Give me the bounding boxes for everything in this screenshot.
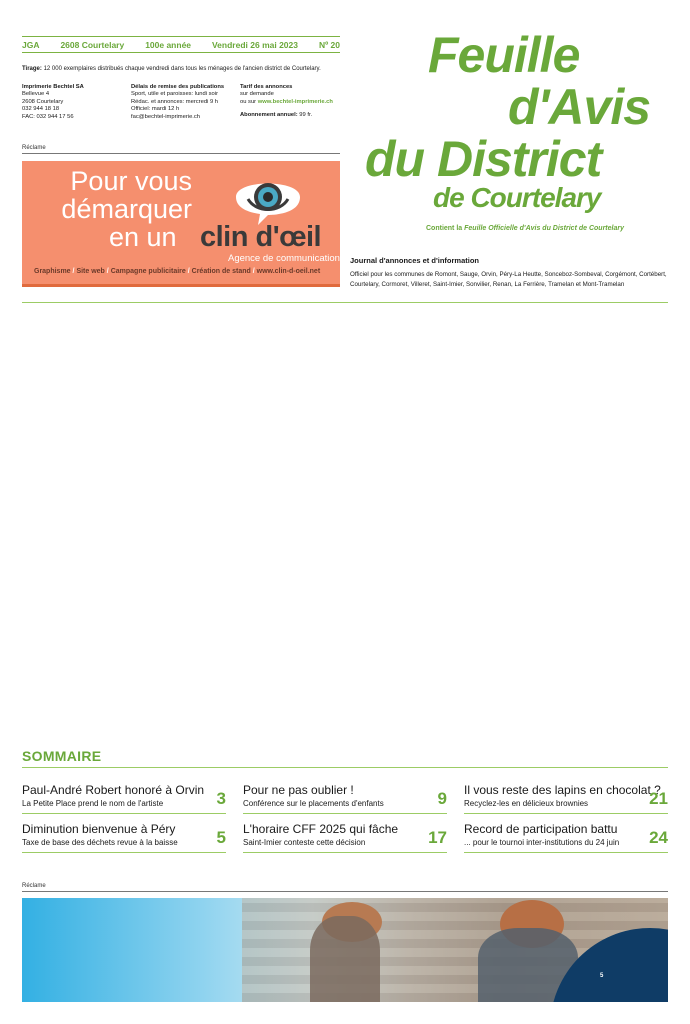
ad-line2: démarquer	[61, 194, 192, 224]
contains-title: Feuille Officielle d'Avis du District de Courtelary	[464, 225, 624, 232]
service-item: Site web	[76, 268, 105, 275]
contains-line	[426, 225, 624, 232]
publisher-info	[22, 84, 84, 121]
masthead-word-district: du District	[365, 131, 602, 187]
sommaire-title: SOMMAIRE	[22, 748, 102, 764]
entry-title: Paul-André Robert honoré à Orvin	[22, 783, 205, 797]
publisher-city: 2608 Courtelary	[22, 98, 64, 105]
header-divider	[22, 302, 668, 303]
subscription-label: Abonnement annuel:	[240, 112, 298, 119]
journal-subtitle: Journal d'annonces et d'information	[350, 256, 479, 265]
ad-bottom-photo[interactable]	[22, 898, 668, 1002]
subscription-value: 99 fr.	[299, 112, 313, 119]
entry-title: Diminution bienvenue à Péry	[22, 822, 176, 836]
contains-prefix: Contient la	[426, 225, 463, 232]
separator: /	[187, 268, 190, 275]
entry-title: Pour ne pas oublier !	[243, 783, 354, 797]
reclame-label-bottom: Réclame	[22, 883, 46, 889]
deadlines-email[interactable]: fac@bechtel-imprimerie.ch	[131, 113, 201, 120]
publisher-phone: 032 944 18 18	[22, 106, 60, 113]
entry-subtitle: Recyclez-les en délicieux brownies	[464, 799, 589, 808]
sommaire-entry[interactable]	[464, 819, 668, 853]
deadline-redac: Rédac. et annonces: mercredi 9 h	[131, 98, 219, 105]
ad-tagline: Agence de communication	[228, 253, 340, 264]
ad-line1: Pour vous	[70, 166, 192, 196]
entry-subtitle: Conférence sur le placements d'enfants	[243, 799, 384, 808]
service-item: Campagne publicitaire	[110, 268, 186, 275]
sommaire-entry[interactable]	[22, 819, 226, 853]
ad-bottom-bar	[22, 284, 340, 287]
tarif-line2	[240, 99, 333, 106]
ad-brand: clin d'œil	[200, 221, 322, 253]
entry-page: 17	[428, 828, 447, 847]
deadlines-info	[131, 84, 224, 121]
separator: /	[252, 268, 255, 275]
deadline-sport: Sport, utile et paroisses: lundi soir	[131, 91, 218, 98]
entry-page: 5	[216, 828, 226, 847]
entry-title: L'horaire CFF 2025 qui fâche	[243, 822, 399, 836]
publisher-street: Bellevue 4	[22, 91, 50, 98]
person-figure	[310, 916, 380, 1002]
tarif-line2-prefix: ou sur	[240, 98, 257, 105]
ad-clin-doeil[interactable]	[22, 161, 340, 287]
ad-services	[34, 268, 320, 275]
entry-subtitle: Taxe de base des déchets revue à la baisse	[22, 838, 178, 847]
ad-bottom-label: 5	[600, 973, 604, 979]
issue-number: Nº 20	[318, 39, 340, 50]
separator: /	[72, 268, 75, 275]
publisher-name: Imprimerie Bechtel SA	[22, 84, 84, 90]
printer-website-link[interactable]: www.bechtel-imprimerie.ch	[257, 98, 333, 105]
newspaper-abbr: JGA	[22, 39, 40, 50]
entry-subtitle: La Petite Place prend le nom de l'artiste	[22, 799, 164, 808]
masthead-word-feuille: Feuille	[428, 27, 580, 83]
sommaire-divider	[22, 767, 668, 768]
entry-page: 24	[649, 828, 668, 847]
ad-line3: en un	[109, 222, 177, 252]
entry-title: Il vous reste des lapins en chocolat ?	[464, 783, 661, 797]
tirage-label: Tirage:	[22, 66, 42, 72]
separator: /	[106, 268, 109, 275]
entry-title: Record de participation battu	[464, 822, 618, 836]
reclame-label-top: Réclame	[22, 145, 46, 151]
entry-page: 9	[437, 789, 447, 808]
masthead-word-courtelary: de Courtelary	[433, 182, 601, 213]
masthead-word-davis: d'Avis	[508, 79, 651, 135]
year: 100e année	[145, 39, 192, 50]
entry-subtitle: Saint-Imier conteste cette décision	[243, 838, 366, 847]
divider	[22, 153, 340, 154]
entry-page: 3	[216, 789, 226, 808]
service-item: Graphisme	[34, 268, 71, 275]
sommaire-entry[interactable]	[22, 780, 226, 814]
eye-speech-bubble-icon	[228, 173, 308, 225]
entry-page: 21	[649, 789, 668, 808]
sommaire-entry[interactable]	[243, 819, 447, 853]
deadline-officiel: Officiel: mardi 12 h	[131, 106, 180, 113]
issue-info-bar	[22, 36, 340, 53]
sommaire-entry[interactable]	[243, 780, 447, 814]
issue-date: Vendredi 26 mai 2023	[211, 39, 298, 50]
location: 2608 Courtelary	[60, 39, 125, 50]
tarif-line1: sur demande	[240, 91, 274, 98]
tirage-line	[22, 66, 352, 72]
divider	[22, 891, 668, 892]
tarif-title: Tarif des annonces	[240, 84, 293, 90]
tarif-info	[240, 84, 333, 120]
official-communes: Officiel pour les communes de Romont, Sauge, Orvin, Péry-La Heutte, Sonceboz-Sombeval, Corgémont, Cortébert, Courtelary, Cormoret, Villeret, Saint-Imier, Sonvilier, Renan, La Ferrière, Tramelan et Mont-Tramelan	[350, 271, 667, 288]
entry-subtitle: ... pour le tournoi inter-institutions du 24 juin	[464, 838, 620, 847]
deadlines-title: Délais de remise des publications	[131, 84, 225, 90]
sommaire-entry[interactable]	[464, 780, 668, 814]
tirage-text: 12 000 exemplaires distribués chaque vendredi dans tous les ménages de l'ancien district de Courtelary.	[43, 66, 321, 72]
service-item: Création de stand	[191, 268, 251, 275]
subscription	[240, 112, 333, 119]
ad-website-link[interactable]: www.clin-d-oeil.net	[256, 268, 321, 275]
publisher-fax: FAC: 032 944 17 56	[22, 113, 74, 120]
